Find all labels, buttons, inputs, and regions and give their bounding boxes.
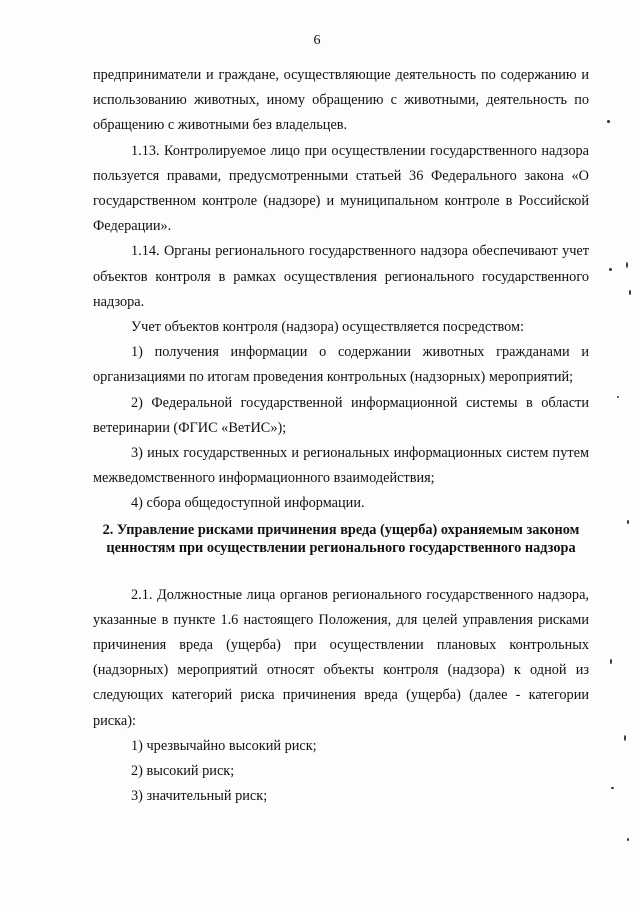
paragraph: предприниматели и граждане, осуществляющие деятельность по содержанию и использованию животных, иному обращению с животными, деятельность по обращению с животными без владельцев. (93, 67, 589, 134)
scan-speck (629, 290, 631, 295)
scan-speck (627, 520, 629, 524)
paragraph: Учет объектов контроля (надзора) осуществляется посредством: (131, 319, 525, 336)
section-heading: 2. Управление рисками причинения вреда (ущерба) охраняемым законом ценностям при осуществлении регионального государственного надзора (102, 521, 580, 557)
paragraph: 1.14. Органы регионального государственного надзора обеспечивают учет объектов контроля в рамках осуществления регионального государственного надзора. (93, 243, 589, 310)
list-item: 3) значительный риск; (131, 788, 268, 805)
list-item: 2) Федеральной государственной информационной системы в области ветеринарии (ФГИС «ВетИС»); (93, 394, 589, 436)
scan-speck (627, 838, 629, 841)
list-item: 1) получения информации о содержании животных гражданами и организациями по итогам проведения контрольных (надзорных) мероприятий; (93, 344, 589, 386)
document-body (93, 63, 589, 809)
list-item: 1) чрезвычайно высокий риск; (131, 737, 317, 754)
scan-speck (617, 396, 619, 398)
scan-speck (607, 120, 610, 123)
scan-speck (624, 735, 626, 741)
paragraph: 1.13. Контролируемое лицо при осуществлении государственного надзора пользуется правами, предусмотренными статьей 36 Федерального закона «О государственном контроле (надзоре) и муниципальном контроле в Российской Федерации». (93, 142, 589, 235)
scan-speck (626, 262, 628, 268)
list-item: 4) сбора общедоступной информации. (131, 495, 365, 512)
paragraph: 2.1. Должностные лица органов регионального государственного надзора, указанные в пункте 1.6 настоящего Положения, для целей управления рисками причинения вреда (ущерба) при осуществлении плановых контрольных (надзорных) мероприятий относят объекты контроля (надзора) к одной из следующих категорий риска причинения вреда (ущерба) (далее - категории риска): (93, 586, 589, 729)
list-item: 3) иных государственных и региональных информационных систем путем межведомственного информационного взаимодействия; (93, 445, 589, 487)
scan-speck (609, 268, 612, 271)
scan-speck (611, 787, 614, 789)
page-number: 6 (313, 33, 321, 48)
list-item: 2) высокий риск; (131, 763, 235, 780)
scan-speck (610, 659, 612, 664)
